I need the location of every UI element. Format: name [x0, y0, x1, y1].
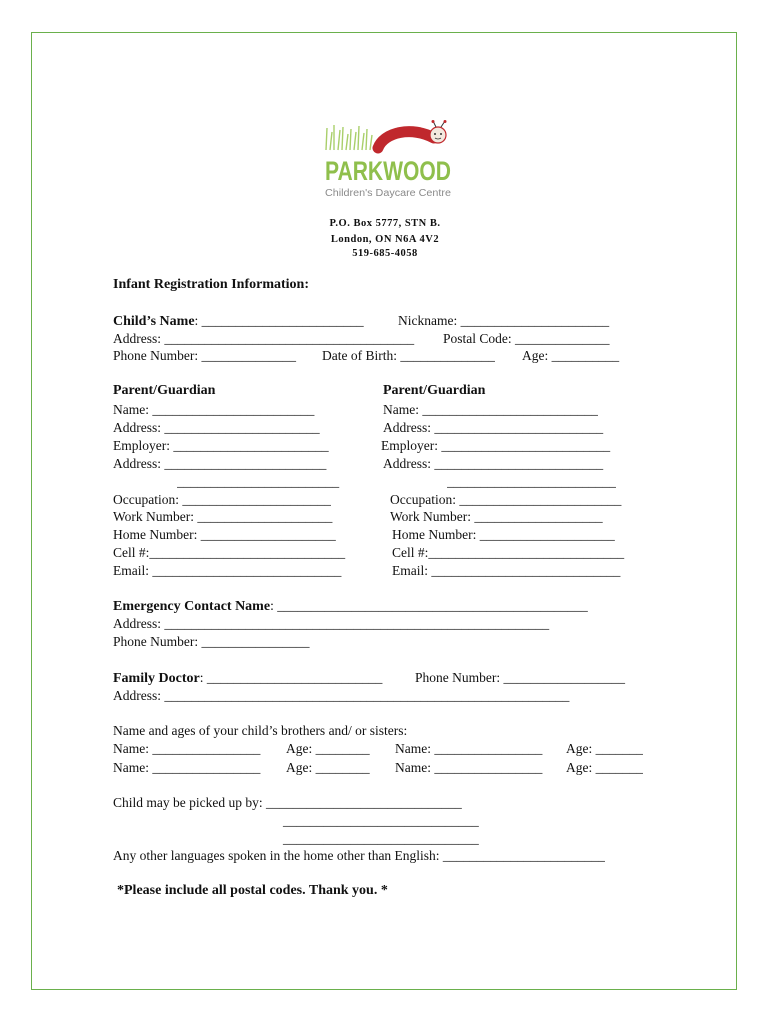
child-phone-field[interactable]: Phone Number: ______________ [113, 348, 296, 363]
guardian-left-employer[interactable]: Employer: _______________________ [113, 438, 329, 453]
postal-code-field[interactable]: Postal Code: ______________ [443, 331, 610, 346]
sibling-4-age[interactable]: Age: _______ [566, 760, 643, 775]
emergency-address-field[interactable]: Address: _________________________________________________________ [113, 616, 550, 631]
doctor-phone-field[interactable]: Phone Number: __________________ [415, 670, 625, 685]
guardian-right-name[interactable]: Name: __________________________ [383, 402, 598, 417]
age-field[interactable]: Age: __________ [522, 348, 620, 363]
caterpillar-icon [378, 120, 447, 148]
pickup-field-1[interactable]: Child may be picked up by: _____________________________ [113, 795, 462, 810]
guardian-right-occupation[interactable]: Occupation: ________________________ [390, 492, 622, 507]
logo-tagline: Children's Daycare Centre [325, 188, 452, 199]
guardian-left-email[interactable]: Email: ____________________________ [113, 563, 342, 578]
form-title: Infant Registration Information: [113, 277, 309, 292]
guardian-right-employer[interactable]: Employer: _________________________ [381, 438, 611, 453]
guardian-right-cell[interactable]: Cell #:_____________________________ [392, 545, 625, 560]
guardian-left-employer-address[interactable]: Address: ________________________ [113, 456, 327, 471]
address-phone: 519-685-4058 [352, 248, 418, 259]
sibling-2-name[interactable]: Name: ________________ [395, 741, 543, 756]
nickname-field[interactable]: Nickname: ______________________ [398, 313, 610, 328]
guardian-right-employer-address[interactable]: Address: _________________________ [383, 456, 604, 471]
languages-field[interactable]: Any other languages spoken in the home other than English: ________________________ [113, 848, 605, 863]
doctor-name-field[interactable]: : __________________________ [199, 670, 383, 685]
guardian-right-email[interactable]: Email: ____________________________ [392, 563, 621, 578]
guardian-right-address[interactable]: Address: _________________________ [383, 420, 604, 435]
doctor-address-field[interactable]: Address: ____________________________________________________________ [113, 688, 570, 703]
guardian-left-home-number[interactable]: Home Number: ____________________ [113, 527, 336, 542]
sibling-3-name[interactable]: Name: ________________ [113, 760, 261, 775]
child-name-row[interactable] [113, 313, 364, 330]
logo-word: PARKWOOD [325, 156, 451, 186]
doctor-label: Family Doctor [113, 671, 200, 686]
guardian-right-work-number[interactable]: Work Number: ___________________ [390, 509, 603, 524]
child-name-field[interactable]: : ________________________ [194, 313, 364, 328]
parkwood-logo [322, 120, 454, 204]
guardian-right-home-number[interactable]: Home Number: ____________________ [392, 527, 615, 542]
guardian-left-occupation[interactable]: Occupation: ______________________ [113, 492, 331, 507]
child-address-field[interactable]: Address: _____________________________________ [113, 331, 415, 346]
emergency-name-row[interactable] [113, 598, 588, 615]
siblings-prompt: Name and ages of your child’s brothers and/ or sisters: [113, 723, 408, 738]
emergency-label: Emergency Contact Name [113, 599, 271, 614]
emergency-name-field[interactable]: : ______________________________________________ [270, 598, 588, 613]
guardian-left-address[interactable]: Address: _______________________ [113, 420, 320, 435]
sibling-2-age[interactable]: Age: _______ [566, 741, 643, 756]
postal-codes-note: *Please include all postal codes. Thank you. * [117, 883, 388, 898]
guardian-right-address-2[interactable]: _________________________ [383, 474, 616, 489]
guardian-right-title: Parent/Guardian [383, 383, 486, 398]
guardian-left-cell[interactable]: Cell #:_____________________________ [113, 545, 346, 560]
address-line-2: London, ON N6A 4V2 [330, 234, 440, 245]
pickup-field-2[interactable]: _____________________________ [283, 813, 479, 828]
child-name-label: Child’s Name [113, 314, 195, 329]
pickup-field-3[interactable]: _____________________________ [283, 831, 479, 846]
doctor-name-row[interactable] [113, 670, 382, 687]
sibling-4-name[interactable]: Name: ________________ [395, 760, 543, 775]
grass-icon [326, 125, 372, 150]
guardian-left-title: Parent/Guardian [113, 383, 216, 398]
sibling-3-age[interactable]: Age: ________ [286, 760, 370, 775]
sibling-1-age[interactable]: Age: ________ [286, 741, 370, 756]
guardian-left-work-number[interactable]: Work Number: ____________________ [113, 509, 333, 524]
address-line-1: P.O. Box 5777, STN B. [329, 218, 441, 229]
guardian-left-address-2[interactable]: ________________________ [113, 474, 340, 489]
emergency-phone-field[interactable]: Phone Number: ________________ [113, 634, 310, 649]
sibling-1-name[interactable]: Name: ________________ [113, 741, 261, 756]
guardian-left-name[interactable]: Name: ________________________ [113, 402, 315, 417]
dob-field[interactable]: Date of Birth: ______________ [322, 348, 495, 363]
